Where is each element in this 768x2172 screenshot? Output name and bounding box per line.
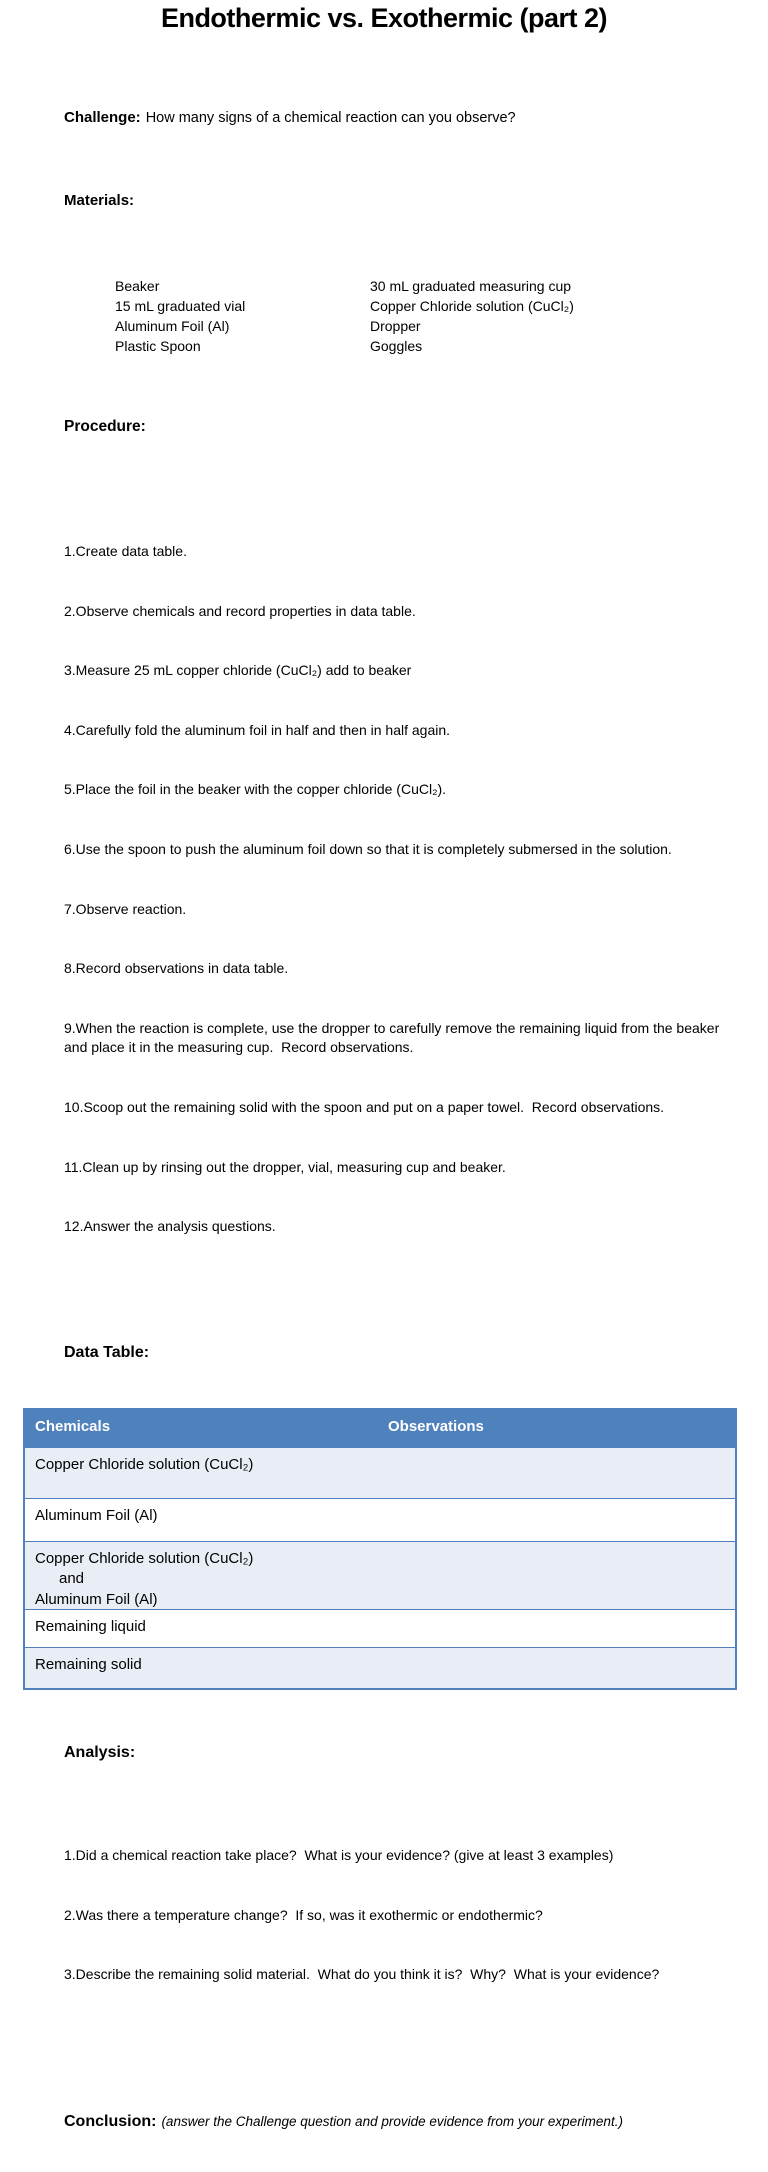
conclusion-line [64, 2112, 742, 2132]
material-item: Beaker [115, 278, 160, 294]
material-item: Goggles [370, 338, 423, 354]
material-item: Copper Chloride solution (CuCl₂) [370, 298, 574, 314]
procedure-label: Procedure: [64, 418, 146, 435]
table-row-remaining-solid [25, 1647, 735, 1688]
procedure-step: 6.Use the spoon to push the aluminum foil down so that it is completely submersed in the solution. [64, 840, 672, 857]
procedure-step: 7.Observe reaction. [64, 900, 187, 917]
procedure-step: 12.Answer the analysis questions. [64, 1218, 276, 1235]
challenge-text: How many signs of a chemical reaction can you observe? [145, 110, 516, 126]
materials-label: Materials: [64, 192, 135, 209]
material-item: 15 mL graduated vial [115, 298, 246, 314]
column-header-chemicals: Chemicals [35, 1417, 111, 1435]
column-header-observations: Observations [388, 1417, 484, 1435]
procedure-step: 5.Place the foil in the beaker with the copper chloride (CuCl₂). [64, 781, 447, 798]
worksheet-footer [64, 1690, 742, 2172]
challenge-line [64, 108, 742, 128]
chemical-cell-text: and [59, 1570, 85, 1588]
chemical-cell-text: Remaining liquid [35, 1617, 146, 1635]
procedure-step: 4.Carefully fold the aluminum foil in half and then in half again. [64, 721, 451, 738]
worksheet-page [0, 2, 768, 2131]
procedure-step: 1.Create data table. [64, 543, 187, 559]
table-row-aluminum-foil [25, 1498, 735, 1541]
materials-right-column [370, 276, 574, 356]
data-table [23, 1408, 737, 1690]
materials-left-column [115, 276, 370, 356]
conclusion-note: (answer the Challenge question and provide evidence from your experiment.) [161, 2114, 623, 2130]
material-item: Plastic Spoon [115, 338, 201, 354]
data-table-label: Data Table: [64, 1343, 150, 1361]
procedure-step: 2.Observe chemicals and record properties in data table. [64, 602, 416, 619]
analysis-question: 3.Describe the remaining solid material. What do you think it is? Why? What is your evidence? [64, 1966, 660, 1983]
table-row-remaining-liquid [25, 1609, 735, 1647]
worksheet-body [64, 35, 742, 1403]
chemical-cell-text: Remaining solid [35, 1655, 142, 1673]
data-table-header-row [25, 1410, 735, 1447]
material-item: Dropper [370, 318, 421, 334]
analysis-question: 1.Did a chemical reaction take place? What is your evidence? (give at least 3 examples) [64, 1846, 614, 1863]
chemical-cell-text: Aluminum Foil (Al) [35, 1506, 158, 1524]
table-row-copper-chloride-and-aluminum [25, 1541, 735, 1609]
materials-list [115, 276, 742, 356]
analysis-question: 2.Was there a temperature change? If so, was it exothermic or endothermic? [64, 1906, 543, 1923]
procedure-step: 10.Scoop out the remaining solid with the spoon and put on a paper towel. Record observations. [64, 1098, 665, 1115]
material-item: Aluminum Foil (Al) [115, 318, 230, 334]
analysis-questions [64, 1806, 742, 2025]
procedure-step: 3.Measure 25 mL copper chloride (CuCl₂) add to beaker [64, 662, 412, 679]
chemical-cell-text: Copper Chloride solution (CuCl₂) [35, 1549, 254, 1567]
challenge-label: Challenge: [64, 109, 141, 126]
procedure-steps [64, 502, 742, 1277]
material-item: 30 mL graduated measuring cup [370, 278, 572, 294]
table-row-copper-chloride [25, 1447, 735, 1498]
page-title: Endothermic vs. Exothermic (part 2) [160, 3, 608, 33]
conclusion-label: Conclusion: [64, 2113, 157, 2131]
chemical-cell-text: Copper Chloride solution (CuCl₂) [35, 1455, 254, 1473]
procedure-step: 11.Clean up by rinsing out the dropper, vial, measuring cup and beaker. [64, 1158, 506, 1175]
procedure-step: 9.When the reaction is complete, use the dropper to carefully remove the remaining liquid from the beaker and place it in the measuring cup. Record observations. [64, 1019, 724, 1056]
analysis-label: Analysis: [64, 1743, 136, 1761]
procedure-step: 8.Record observations in data table. [64, 960, 289, 977]
chemical-cell-text: Aluminum Foil (Al) [35, 1590, 158, 1608]
